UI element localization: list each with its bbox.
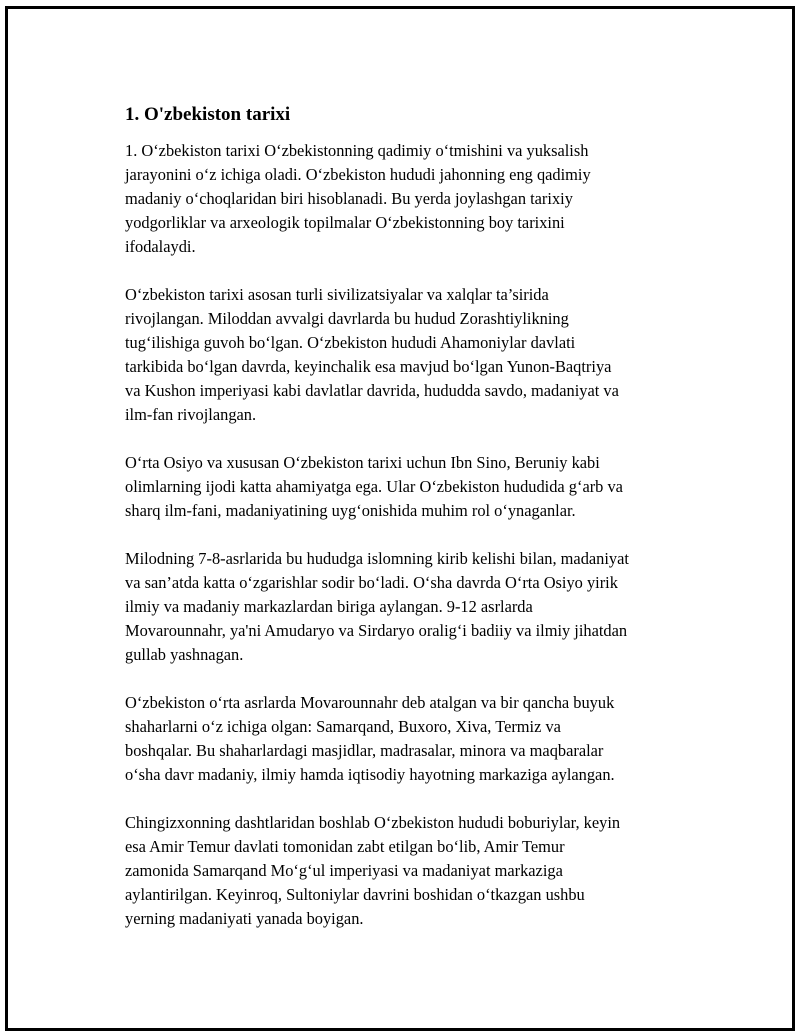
page-frame bbox=[5, 6, 795, 1031]
paragraph-4: Milodning 7-8-asrlarida bu hududga islomning kirib kelishi bilan, madaniyat va san’atda katta o‘zgarishlar sodir bo‘ladi. O‘sha davrda O‘rta Osiyo yirik ilmiy va madaniy markazlardan biriga aylangan. 9-12 asrlarda Movarounnahr, ya'ni Amudaryo va Sirdaryo oralig‘i badiiy va ilmiy jihatdan gullab yashnagan. bbox=[125, 549, 629, 664]
paragraph-3: O‘rta Osiyo va xususan O‘zbekiston tarixi uchun Ibn Sino, Beruniy kabi olimlarning ijodi katta ahamiyatga ega. Ular O‘zbekiston hududida g‘arb va sharq ilm-fani, madaniyatining uyg‘onishida muhim rol o‘ynaganlar. bbox=[125, 453, 623, 520]
document-title: 1. O'zbekiston tarixi bbox=[125, 104, 291, 125]
document-body bbox=[125, 101, 700, 955]
paragraph-5: O‘zbekiston o‘rta asrlarda Movarounnahr deb atalgan va bir qancha buyuk shaharlarni o‘z ichiga olgan: Samarqand, Buxoro, Xiva, Termiz va boshqalar. Bu shaharlardagi masjidlar, madrasalar, minora va maqbaralar o‘sha davr madaniy, ilmiy hamda iqtisodiy hayotning markaziga aylangan. bbox=[125, 693, 615, 784]
paragraph-2: O‘zbekiston tarixi asosan turli sivilizatsiyalar va xalqlar ta’sirida rivojlangan. Miloddan avvalgi davrlarda bu hudud Zorashtiylikning tug‘ilishiga guvoh bo‘lgan. O‘zbekiston hududi Ahamoniylar davlati tarkibida bo‘lgan davrda, keyinchalik esa mavjud bo‘lgan Yunon-Baqtriya va Kushon imperiyasi kabi davlatlar davrida, hududda savdo, madaniyat va ilm-fan rivojlangan. bbox=[125, 285, 619, 424]
paragraph-1: 1. O‘zbekiston tarixi O‘zbekistonning qadimiy o‘tmishini va yuksalish jarayonini o‘z ichiga oladi. O‘zbekiston hududi jahonning eng qadimiy madaniy o‘choqlaridan biri hisoblanadi. Bu yerda joylashgan tarixiy yodgorliklar va arxeologik topilmalar O‘zbekistonning boy tarixini ifodalaydi. bbox=[125, 141, 591, 256]
paragraph-6: Chingizxonning dashtlaridan boshlab O‘zbekiston hududi boburiylar, keyin esa Amir Temur davlati tomonidan zabt etilgan bo‘lib, Amir Temur zamonida Samarqand Mo‘g‘ul imperiyasi va madaniyat markaziga aylantirilgan. Keyinroq, Sultoniylar davrini boshidan o‘tkazgan ushbu yerning madaniyati yanada boyigan. bbox=[125, 813, 621, 928]
